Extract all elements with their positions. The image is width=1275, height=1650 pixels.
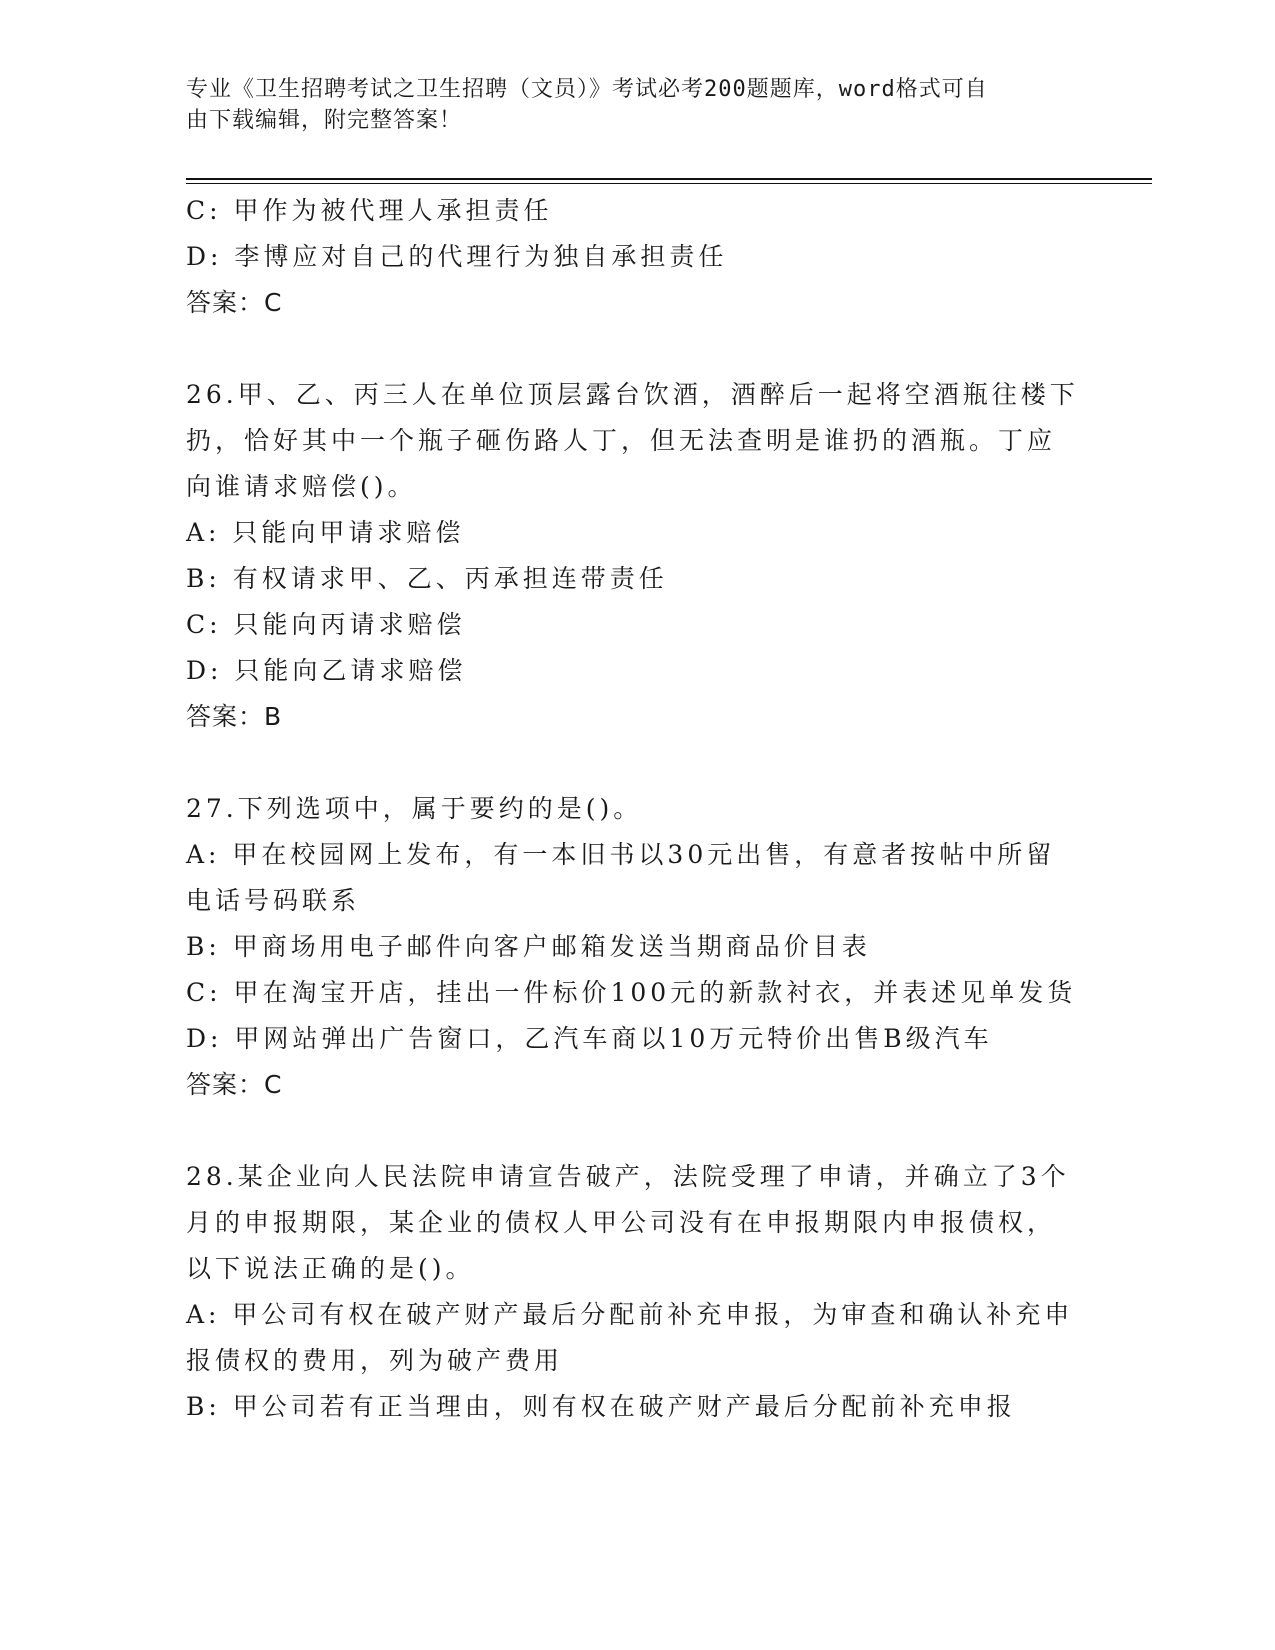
- option-d: D: 甲网站弹出广告窗口，乙汽车商以10万元特价出售B级汽车: [186, 1024, 993, 1053]
- question-stem: 扔，恰好其中一个瓶子砸伤路人丁，但无法查明是谁扔的酒瓶。丁应: [186, 426, 1057, 455]
- spacer: [186, 740, 1076, 786]
- question-stem: 28.某企业向人民法院申请宣告破产，法院受理了申请，并确立了3个: [186, 1162, 1070, 1191]
- question-26: [186, 372, 1079, 740]
- spacer: [186, 1108, 1076, 1154]
- option-d: D: 只能向乙请求赔偿: [186, 656, 467, 685]
- header-rule-thin: [186, 183, 1152, 184]
- option-b: B: 有权请求甲、乙、丙承担连带责任: [186, 564, 668, 593]
- option-a: A: 只能向甲请求赔偿: [186, 518, 465, 547]
- question-stem: 以下说法正确的是()。: [186, 1254, 475, 1283]
- option-a-continued: 电话号码联系: [186, 886, 361, 915]
- answer: 答案：C: [186, 1070, 283, 1099]
- question-25: [186, 188, 1076, 326]
- option-c: C: 只能向丙请求赔偿: [186, 610, 466, 639]
- spacer: [186, 326, 1076, 372]
- option-a: A: 甲公司有权在破产财产最后分配前补充申报，为审查和确认补充申: [186, 1300, 1074, 1329]
- document-header: [186, 74, 1066, 136]
- header-title-line-1: 专业《卫生招聘考试之卫生招聘（文员）》考试必考200题题库，word格式可自: [186, 77, 988, 102]
- option-a-continued: 报债权的费用，列为破产费用: [186, 1346, 564, 1375]
- question-stem: 月的申报期限，某企业的债权人甲公司没有在申报期限内申报债权，: [186, 1208, 1057, 1237]
- question-stem: 26.甲、乙、丙三人在单位顶层露台饮酒，酒醉后一起将空酒瓶往楼下: [186, 380, 1079, 409]
- question-stem: 27.下列选项中，属于要约的是()。: [186, 794, 643, 823]
- question-list: [186, 188, 1079, 1430]
- question-stem: 向谁请求赔偿()。: [186, 472, 417, 501]
- option-a: A: 甲在校园网上发布，有一本旧书以30元出售，有意者按帖中所留: [186, 840, 1056, 869]
- header-rule-thick: [186, 178, 1152, 180]
- option-b: B: 甲公司若有正当理由，则有权在破产财产最后分配前补充申报: [186, 1392, 1016, 1421]
- question-28: [186, 1154, 1076, 1430]
- question-27: [186, 786, 1076, 1108]
- header-title-line-2: 由下载编辑，附完整答案！: [186, 108, 463, 133]
- answer: 答案：C: [186, 288, 283, 317]
- option-c: C: 甲作为被代理人承担责任: [186, 196, 553, 225]
- option-b: B: 甲商场用电子邮件向客户邮箱发送当期商品价目表: [186, 932, 871, 961]
- option-d: D: 李博应对自己的代理行为独自承担责任: [186, 242, 728, 271]
- option-c: C: 甲在淘宝开店，挂出一件标价100元的新款衬衣，并表述见单发货: [186, 978, 1077, 1007]
- answer: 答案：B: [186, 702, 283, 731]
